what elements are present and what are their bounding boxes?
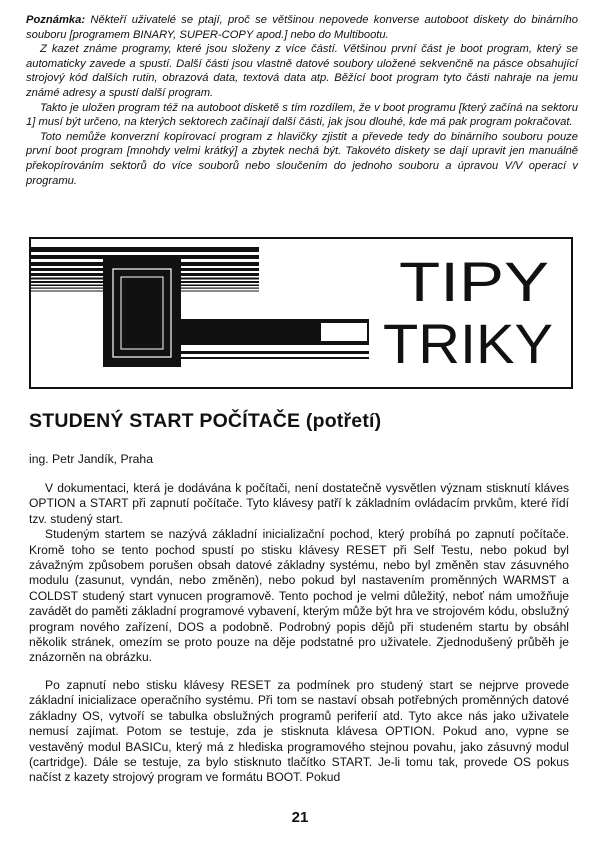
banner-triky-text: TRIKY xyxy=(383,312,553,375)
note-text: Někteří uživatelé se ptají, proč se většinou nepovede konverse autoboot diskety do binárního souboru [programem BINARY, SUPER-COPY apod.] nebo do Multibootu. xyxy=(26,14,578,41)
banner-tipy-text: TIPY xyxy=(399,250,549,313)
tips-tricks-banner xyxy=(29,237,573,389)
article-paragraph: Po zapnutí nebo stisku klávesy RESET za podmínek pro studený start se nejprve provede základní inicializace operačního systému. Při tom se nastaví obsah potřebných proměnných datové základny OS, vytvoří se tabulka obslužných programů periferií atd. Tyto akce nás jako uživatele nemusí zajímat. Potom se testuje, zda je stisknuta klávesa OPTION. Pokud ano, vypne se vestavěný modul BASICu, který má z hlediska programového stejnou povahu, jako zásuvný modul (cartridge). Dále se testuje, za bylo stisknuto tlačítko START. Je-li tomu tak, provede OS pokus načíst z kazety strojový program ve formátu BOOT. Pokud xyxy=(29,677,569,785)
stem-block-graphic xyxy=(103,259,181,367)
article-title: STUDENÝ START POČÍTAČE (potřetí) xyxy=(29,410,382,432)
note-paragraph: Takto je uložen program též na autoboot disketě s tím rozdílem, že v boot programu [který začíná na sektoru 1] musí být určeno, na kterých sektorech začínají další části, jak jsou dlouhé, kde má pak program pokračovat. xyxy=(26,101,578,129)
note-lead: Poznámka: xyxy=(26,14,86,26)
note-paragraph: Toto nemůže konverzní kopírovací program z hlavičky zjistit a převede tedy do binárního souboru pouze první boot program [mnohdy velmi krátký] a zbytek nechá být. Takovéto diskety se dají upravit jen manuálně překopírováním sektorů do více souborů nebo sloučením do jednoho souboru a úpravou V/V operací v programu. xyxy=(26,130,578,187)
article-body xyxy=(29,481,569,786)
tips-tricks-logo-graphic xyxy=(31,239,571,387)
article-author: ing. Petr Jandík, Praha xyxy=(29,452,153,466)
note-paragraph: Z kazet známe programy, které jsou složeny z více částí. Většinou první část je boot program, který se automaticky zavede a spustí. Další části jsou vlastně datové soubory uložené sekvenčně na pásce obsahující strojový kód dalších rutin, obrazová data, textová data atp. Běžící boot program tyto části nahraje na jemu známé adresy a spustí další program. xyxy=(26,43,578,99)
note-paragraph xyxy=(26,13,578,42)
note-block xyxy=(26,13,578,188)
page-number: 21 xyxy=(291,809,309,826)
article-paragraph: Studeným startem se nazývá základní inicializační pochod, který probíhá po zapnutí počítače. Kromě toho se tento pochod spustí po stisku klávesy RESET při Self Testu, nebo pokud byl závažným způsobem porušen obsah datové základny systému, nebo byl změněn stav zásuvného modulu (zasunut, vyndán, nebo změněn), nebo pokud byl nastavením proměnných WARMST a COLDST studený start vynucen programově. Tento pochod je velmi důležitý, neboť nám umožňuje zavádět do paměti základní programové vybavení, kterým může být hra ve strojovém kódu, obslužný program nového zařízení, DOS a podobně. Podrobný popis dějů při studeném startu by obsáhl několik stránek, omezím se proto pouze na děje podstatné pro uživatele. Zjednodušený průběh je znázorněn na obrázku. xyxy=(29,527,569,665)
article-paragraph: V dokumentaci, která je dodávána k počítači, není dostatečně vysvětlen význam stisknutí kláves OPTION a START při zapnutí počítače. Tyto klávesy patří k základním ovládacím prvkům, které řídí tzv. studený start. xyxy=(29,481,569,526)
